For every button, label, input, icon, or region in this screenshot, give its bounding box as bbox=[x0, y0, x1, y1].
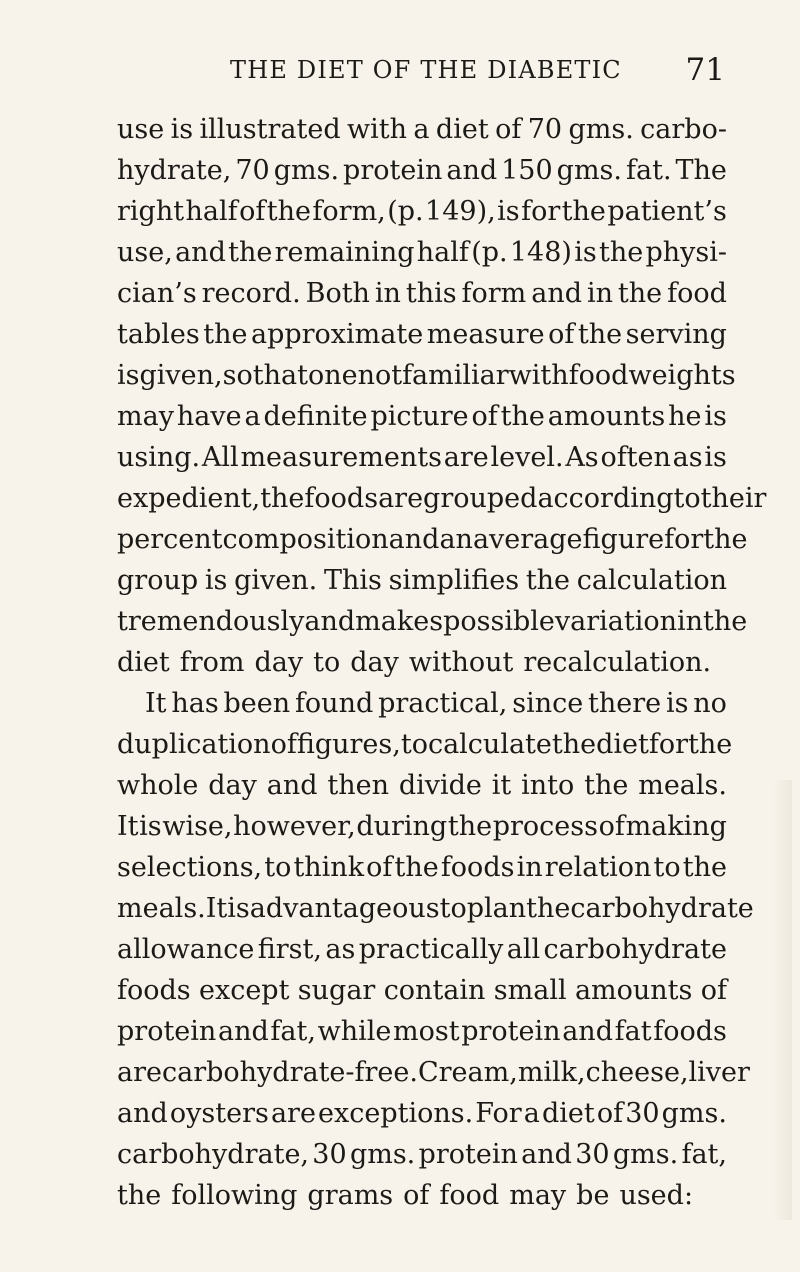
word: fat, bbox=[681, 1139, 727, 1170]
word: with bbox=[508, 360, 569, 391]
word: to bbox=[264, 852, 292, 883]
text-line bbox=[117, 929, 727, 970]
word: the bbox=[577, 319, 623, 350]
word: are bbox=[443, 442, 489, 473]
word: carbohydrate bbox=[543, 934, 727, 965]
word: of bbox=[270, 729, 297, 760]
word: and bbox=[388, 524, 440, 555]
word: given. bbox=[234, 565, 318, 596]
word: without bbox=[408, 647, 514, 678]
word: amounts bbox=[547, 401, 666, 432]
word: cent bbox=[163, 524, 223, 555]
word: is bbox=[574, 237, 597, 268]
word: given, bbox=[139, 360, 223, 391]
word: of bbox=[403, 1180, 430, 1211]
word: of bbox=[239, 196, 266, 227]
word: patient’s bbox=[607, 196, 727, 227]
word: to bbox=[439, 893, 467, 924]
text-line bbox=[117, 601, 748, 642]
word: have bbox=[176, 401, 242, 432]
word: for bbox=[648, 729, 689, 760]
word: 30 bbox=[575, 1139, 610, 1170]
word: of bbox=[495, 114, 522, 145]
page-header bbox=[230, 52, 725, 96]
word: 30 bbox=[625, 1098, 660, 1129]
word: except bbox=[199, 975, 290, 1006]
word: the bbox=[617, 278, 663, 309]
word: of bbox=[700, 975, 727, 1006]
word: he bbox=[668, 401, 702, 432]
text-line bbox=[117, 355, 736, 396]
word: picture bbox=[370, 401, 469, 432]
word: carbohydrate, bbox=[117, 1139, 310, 1170]
word: found bbox=[294, 688, 374, 719]
word: the bbox=[682, 852, 727, 883]
text-line bbox=[117, 1011, 727, 1052]
word: however, bbox=[233, 811, 356, 842]
word: day bbox=[254, 647, 304, 678]
word: expedient, bbox=[117, 483, 261, 514]
word: duplication bbox=[117, 729, 271, 760]
word: in bbox=[586, 278, 613, 309]
word: 70 bbox=[235, 155, 270, 186]
word: from bbox=[179, 647, 245, 678]
text-line bbox=[117, 1134, 727, 1175]
word: with bbox=[347, 114, 408, 145]
text-line bbox=[117, 888, 754, 929]
page-edge-shadow bbox=[772, 780, 792, 1220]
word: often bbox=[600, 442, 671, 473]
word: not bbox=[357, 360, 403, 391]
word: It bbox=[117, 811, 139, 842]
word: gms. bbox=[349, 1139, 416, 1170]
word: and bbox=[175, 237, 226, 268]
word: (p. bbox=[471, 237, 508, 268]
word: following bbox=[171, 1180, 298, 1211]
word: there bbox=[588, 688, 662, 719]
word: relation bbox=[544, 852, 652, 883]
word: the bbox=[598, 237, 644, 268]
word: selections, bbox=[117, 852, 263, 883]
word: one bbox=[307, 360, 358, 391]
word: tables bbox=[117, 319, 200, 350]
word: diet bbox=[542, 1098, 595, 1129]
text-line bbox=[117, 109, 727, 150]
word: may bbox=[117, 401, 174, 432]
word: It bbox=[205, 893, 228, 924]
word: is bbox=[204, 565, 228, 596]
word: is bbox=[170, 114, 194, 145]
word: no bbox=[693, 688, 727, 719]
word: to bbox=[673, 483, 701, 514]
text-line bbox=[117, 437, 727, 478]
word: For bbox=[475, 1098, 522, 1129]
page-number: 71 bbox=[685, 52, 725, 88]
word: protein bbox=[343, 155, 443, 186]
word: calculation bbox=[576, 565, 727, 596]
word: their bbox=[700, 483, 767, 514]
word: and bbox=[117, 1098, 168, 1129]
word: the bbox=[584, 770, 629, 801]
word: grams bbox=[307, 1180, 394, 1211]
word: calculate bbox=[427, 729, 552, 760]
word: is bbox=[704, 442, 727, 473]
text-line bbox=[117, 806, 727, 847]
text-line bbox=[117, 232, 727, 273]
word: illustrated bbox=[199, 114, 341, 145]
word: the bbox=[688, 729, 733, 760]
text-line bbox=[117, 191, 727, 232]
text-line bbox=[117, 1052, 750, 1093]
word: 148) bbox=[509, 237, 572, 268]
word: first, bbox=[257, 934, 322, 965]
word: whole bbox=[117, 770, 199, 801]
word: right bbox=[117, 196, 185, 227]
word: carbohydrate bbox=[570, 893, 754, 924]
word: day bbox=[208, 770, 257, 801]
word: group bbox=[117, 565, 199, 596]
word: 70 bbox=[527, 114, 563, 145]
word: foods bbox=[653, 1016, 727, 1047]
word: fat bbox=[614, 1016, 652, 1047]
word: foods bbox=[117, 975, 191, 1006]
word: in bbox=[677, 606, 704, 637]
word: for bbox=[521, 196, 561, 227]
word: the bbox=[525, 565, 571, 596]
word: familiar bbox=[402, 360, 509, 391]
word: the bbox=[260, 483, 305, 514]
word: used: bbox=[619, 1180, 694, 1211]
word: divide bbox=[398, 770, 482, 801]
word: cheese, bbox=[585, 1057, 689, 1088]
word: 150 bbox=[501, 155, 553, 186]
word: hydrate, bbox=[117, 155, 232, 186]
word: as bbox=[325, 934, 356, 965]
word: is bbox=[497, 196, 520, 227]
word: use bbox=[117, 114, 165, 145]
word: protein bbox=[418, 1139, 518, 1170]
word: Cream, bbox=[417, 1057, 518, 1088]
word: are bbox=[378, 483, 424, 514]
word: form, bbox=[312, 196, 386, 227]
word: weights bbox=[628, 360, 736, 391]
word: and bbox=[446, 155, 498, 186]
word: the bbox=[394, 852, 439, 883]
word: plan bbox=[466, 893, 527, 924]
word: it bbox=[491, 770, 512, 801]
word: been bbox=[223, 688, 291, 719]
text-line bbox=[117, 273, 727, 314]
word: to bbox=[653, 852, 681, 883]
word: figure bbox=[582, 524, 665, 555]
word: may bbox=[509, 1180, 567, 1211]
text-line bbox=[117, 314, 727, 355]
text-line bbox=[117, 150, 727, 191]
word: meals. bbox=[117, 893, 206, 924]
word: using. bbox=[117, 442, 201, 473]
word: remaining bbox=[274, 237, 415, 268]
word: fat. bbox=[626, 155, 672, 186]
word: in bbox=[516, 852, 543, 883]
word: to bbox=[400, 729, 428, 760]
word: food bbox=[667, 278, 727, 309]
word: is bbox=[665, 688, 689, 719]
word: a bbox=[413, 114, 430, 145]
word: approximate bbox=[250, 319, 424, 350]
word: oysters bbox=[169, 1098, 269, 1129]
word: the bbox=[703, 606, 748, 637]
word: is bbox=[139, 811, 162, 842]
word: the bbox=[447, 811, 493, 842]
word: wise, bbox=[162, 811, 233, 842]
word: has bbox=[171, 688, 219, 719]
word: of bbox=[548, 319, 575, 350]
text-line bbox=[117, 724, 733, 765]
word: possible bbox=[443, 606, 555, 637]
word: advantageous bbox=[249, 893, 440, 924]
word: making bbox=[625, 811, 727, 842]
word: foods bbox=[440, 852, 515, 883]
word: record. bbox=[201, 278, 301, 309]
word: and bbox=[217, 1016, 269, 1047]
word: measure bbox=[426, 319, 545, 350]
word: All bbox=[201, 442, 239, 473]
word: recalculation. bbox=[523, 647, 712, 678]
word: per bbox=[117, 524, 164, 555]
word: and bbox=[521, 1139, 572, 1170]
word: meals. bbox=[638, 770, 727, 801]
word: half bbox=[185, 196, 238, 227]
word: exceptions. bbox=[318, 1098, 474, 1129]
word: of bbox=[598, 811, 625, 842]
word: process bbox=[492, 811, 598, 842]
text-line bbox=[117, 519, 748, 560]
word: most bbox=[393, 1016, 460, 1047]
word: are bbox=[270, 1098, 316, 1129]
word: definite bbox=[263, 401, 368, 432]
word: fat, bbox=[270, 1016, 316, 1047]
word: practically bbox=[358, 934, 504, 965]
word: the bbox=[526, 893, 571, 924]
word: (p. bbox=[387, 196, 424, 227]
word: the bbox=[203, 319, 248, 350]
word: sugar bbox=[297, 975, 376, 1006]
word: diet bbox=[596, 729, 649, 760]
word: the bbox=[561, 196, 606, 227]
word: Both bbox=[305, 278, 370, 309]
word: 149), bbox=[425, 196, 496, 227]
text-line bbox=[117, 1175, 727, 1216]
word: carbohydrate-free. bbox=[161, 1057, 418, 1088]
word: of bbox=[366, 852, 393, 883]
text-line bbox=[117, 478, 767, 519]
word: is bbox=[227, 893, 250, 924]
word: grouped bbox=[423, 483, 538, 514]
word: and bbox=[562, 1016, 613, 1047]
word: small bbox=[493, 975, 567, 1006]
word: milk, bbox=[517, 1057, 586, 1088]
word: the bbox=[703, 524, 748, 555]
word: It bbox=[145, 688, 167, 719]
word: composition bbox=[222, 524, 389, 555]
word: gms. bbox=[661, 1098, 727, 1129]
word: the bbox=[500, 401, 545, 432]
word: day bbox=[350, 647, 399, 678]
word: gms. bbox=[568, 114, 634, 145]
word: The bbox=[675, 155, 727, 186]
word: the bbox=[117, 1180, 162, 1211]
word: allowance bbox=[117, 934, 255, 965]
word: of bbox=[471, 401, 498, 432]
word: for bbox=[664, 524, 704, 555]
word: all bbox=[506, 934, 541, 965]
word: 30 bbox=[312, 1139, 347, 1170]
text-line bbox=[117, 560, 727, 601]
word: diet bbox=[435, 114, 489, 145]
word: physi- bbox=[645, 237, 727, 268]
word: the bbox=[266, 196, 311, 227]
word: simplifies bbox=[388, 565, 520, 596]
word: in bbox=[374, 278, 401, 309]
word: into bbox=[521, 770, 575, 801]
running-head: THE DIET OF THE DIABETIC bbox=[230, 56, 622, 84]
word: diet bbox=[117, 647, 170, 678]
word: use, bbox=[117, 237, 173, 268]
word: so bbox=[222, 360, 253, 391]
word: gms. bbox=[556, 155, 622, 186]
word: think bbox=[293, 852, 365, 883]
word: are bbox=[117, 1057, 162, 1088]
text-line bbox=[117, 1093, 727, 1134]
word: carbo- bbox=[640, 114, 727, 145]
text-line bbox=[117, 642, 727, 683]
word: a bbox=[523, 1098, 540, 1129]
word: and bbox=[531, 278, 583, 309]
word: form bbox=[461, 278, 527, 309]
word: then bbox=[327, 770, 389, 801]
word: to bbox=[313, 647, 341, 678]
word: food bbox=[568, 360, 629, 391]
word: an bbox=[439, 524, 473, 555]
word: makes bbox=[355, 606, 444, 637]
word: As bbox=[565, 442, 599, 473]
word: contain bbox=[383, 975, 486, 1006]
word: This bbox=[323, 565, 382, 596]
word: of bbox=[596, 1098, 624, 1129]
word: as bbox=[672, 442, 703, 473]
word: protein bbox=[117, 1016, 217, 1047]
text-line bbox=[117, 847, 727, 888]
word: and bbox=[304, 606, 356, 637]
word: since bbox=[512, 688, 584, 719]
word: level. bbox=[490, 442, 564, 473]
word: protein bbox=[461, 1016, 561, 1047]
word: average bbox=[472, 524, 583, 555]
text-line bbox=[117, 396, 727, 437]
word: gms. bbox=[273, 155, 340, 186]
word: while bbox=[317, 1016, 392, 1047]
word: during bbox=[356, 811, 448, 842]
word: that bbox=[252, 360, 308, 391]
word: be bbox=[576, 1180, 610, 1211]
word: and bbox=[266, 770, 318, 801]
word: is bbox=[704, 401, 727, 432]
text-line bbox=[117, 683, 727, 724]
word: practical, bbox=[378, 688, 508, 719]
word: a bbox=[244, 401, 261, 432]
word: cian’s bbox=[117, 278, 197, 309]
word: half bbox=[416, 237, 469, 268]
text-line bbox=[117, 765, 727, 806]
word: this bbox=[405, 278, 457, 309]
word: food bbox=[439, 1180, 500, 1211]
word: measurements bbox=[240, 442, 442, 473]
word: the bbox=[228, 237, 273, 268]
text-line bbox=[117, 970, 727, 1011]
word: variation bbox=[554, 606, 677, 637]
word: according bbox=[537, 483, 674, 514]
body-text bbox=[117, 109, 767, 1216]
word: amounts bbox=[574, 975, 693, 1006]
word: foods bbox=[304, 483, 379, 514]
word: serving bbox=[625, 319, 727, 350]
word: is bbox=[117, 360, 140, 391]
word: liver bbox=[688, 1057, 750, 1088]
word: the bbox=[551, 729, 597, 760]
word: figures, bbox=[296, 729, 401, 760]
word: gms. bbox=[612, 1139, 679, 1170]
word: tremendously bbox=[117, 606, 305, 637]
